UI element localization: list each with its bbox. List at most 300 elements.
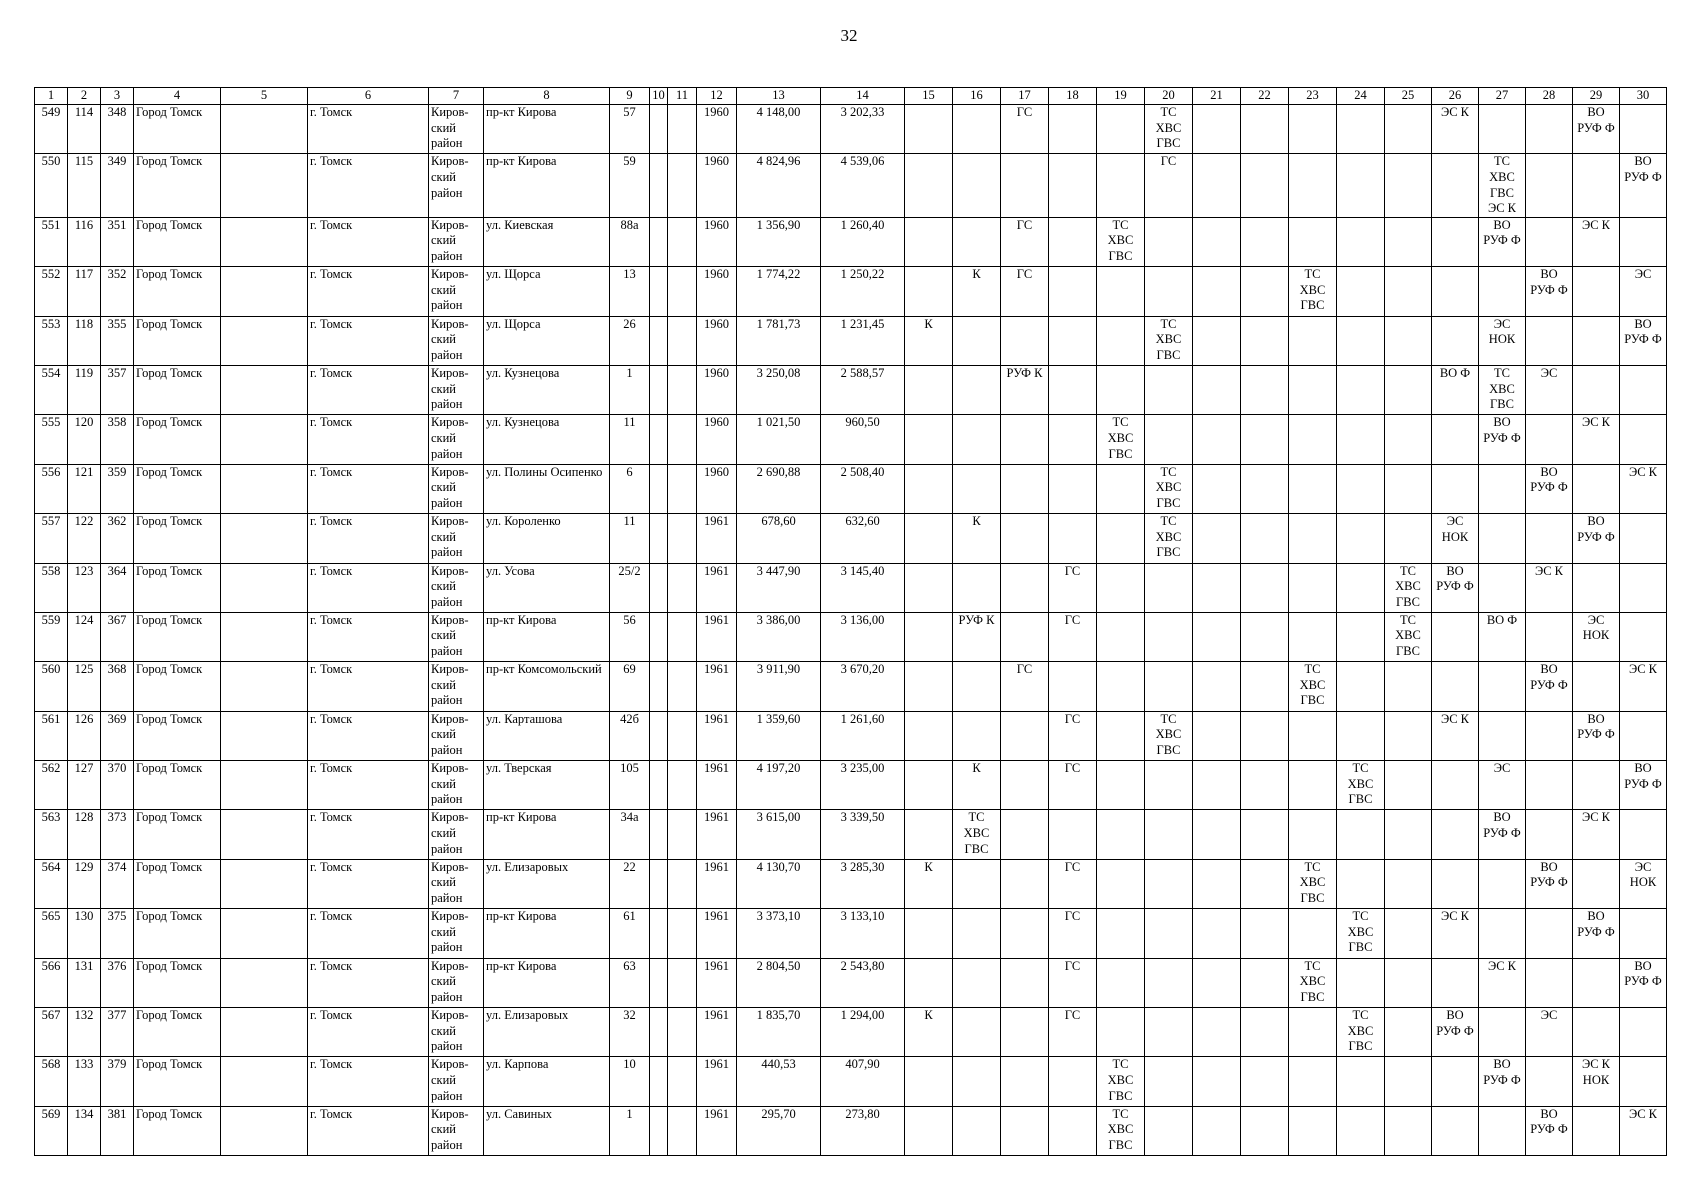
table-cell: К [953,514,1001,563]
table-cell: Город Томск [134,711,221,760]
table-cell [1432,316,1479,365]
table-cell: 554 [35,365,68,414]
table-cell: К [905,316,953,365]
table-cell: ЭС [1479,761,1526,810]
table-cell [1620,514,1667,563]
table-cell: 129 [68,859,101,908]
table-cell [1337,958,1385,1007]
table-cell [650,909,668,958]
table-cell [905,464,953,513]
table-cell [1145,267,1193,316]
table-cell [1145,1057,1193,1106]
table-cell [1097,711,1145,760]
table-cell: ТС ХВС ГВС [1337,909,1385,958]
table-cell: ТС ХВС ГВС [1097,1057,1145,1106]
table-cell: ЭС К НОК [1573,1057,1620,1106]
table-cell: Город Томск [134,267,221,316]
table-cell: 1 260,40 [821,217,905,266]
table-cell: Киров- ский район [429,415,484,464]
table-cell [1001,711,1049,760]
table-cell [1289,415,1337,464]
table-cell [1289,514,1337,563]
table-cell [668,464,697,513]
table-cell [1337,316,1385,365]
table-cell: ГС [1145,154,1193,217]
table-cell [1289,1008,1337,1057]
table-cell: 3 250,08 [737,365,821,414]
table-cell: 105 [610,761,650,810]
table-cell: 1 774,22 [737,267,821,316]
table-cell [1385,810,1432,859]
table-cell: 381 [101,1106,134,1155]
column-number-header: 5 [221,88,308,105]
table-cell: ТС ХВС ГВС [1145,316,1193,365]
column-number-header: 16 [953,88,1001,105]
table-cell [1385,1057,1432,1106]
table-cell [668,909,697,958]
column-number-header: 20 [1145,88,1193,105]
table-cell [221,267,308,316]
table-cell [1385,1106,1432,1155]
table-cell [953,662,1001,711]
table-cell [1385,105,1432,154]
table-cell: 379 [101,1057,134,1106]
table-cell [1432,761,1479,810]
table-cell [1526,316,1573,365]
table-cell: ул. Короленко [484,514,610,563]
table-cell: 1961 [697,859,737,908]
table-row [35,1008,1667,1057]
table-cell [1145,662,1193,711]
table-cell: 1960 [697,267,737,316]
table-row [35,415,1667,464]
table-cell: 13 [610,267,650,316]
table-cell [221,909,308,958]
table-cell [1097,810,1145,859]
table-cell: 42б [610,711,650,760]
table-row [35,563,1667,612]
table-cell: г. Томск [308,1008,429,1057]
table-cell: 368 [101,662,134,711]
table-cell: ул. Елизаровых [484,859,610,908]
table-cell: 10 [610,1057,650,1106]
table-cell: 88а [610,217,650,266]
table-cell: 1 021,50 [737,415,821,464]
table-cell [1573,958,1620,1007]
table-cell [650,415,668,464]
table-cell: пр-кт Кирова [484,810,610,859]
table-cell [1620,1008,1667,1057]
table-cell: 678,60 [737,514,821,563]
table-cell: ГС [1049,958,1097,1007]
table-row [35,105,1667,154]
table-cell: 1961 [697,711,737,760]
table-cell [1193,662,1241,711]
table-cell: 133 [68,1057,101,1106]
table-cell [1337,563,1385,612]
table-cell: ТС ХВС ГВС [1097,415,1145,464]
table-cell: 369 [101,711,134,760]
table-cell: 26 [610,316,650,365]
table-cell: Город Томск [134,612,221,661]
table-cell [1385,415,1432,464]
column-number-header: 19 [1097,88,1145,105]
table-cell [668,958,697,1007]
table-row [35,612,1667,661]
table-cell: 558 [35,563,68,612]
table-cell: ВО Ф [1432,365,1479,414]
table-cell: ул. Тверская [484,761,610,810]
table-cell: 1 356,90 [737,217,821,266]
table-cell: пр-кт Кирова [484,909,610,958]
table-cell [1193,711,1241,760]
table-cell: ГС [1049,612,1097,661]
table-cell [221,154,308,217]
table-cell: 57 [610,105,650,154]
table-cell [1049,267,1097,316]
table-row [35,154,1667,217]
table-cell [668,105,697,154]
table-cell [668,217,697,266]
table-cell: г. Томск [308,761,429,810]
table-cell: 1961 [697,662,737,711]
column-number-header: 3 [101,88,134,105]
table-cell: ул. Полины Осипенко [484,464,610,513]
table-cell: 1961 [697,761,737,810]
table-cell: 11 [610,415,650,464]
table-cell [1385,514,1432,563]
table-cell: 63 [610,958,650,1007]
table-cell: г. Томск [308,316,429,365]
table-cell: ЭС НОК [1573,612,1620,661]
table-cell [1193,1008,1241,1057]
table-cell [1479,267,1526,316]
table-cell [1432,1057,1479,1106]
table-row [35,514,1667,563]
table-cell: ТС ХВС ГВС [1145,711,1193,760]
table-cell: ГС [1049,859,1097,908]
table-row [35,958,1667,1007]
table-cell [1049,1057,1097,1106]
table-cell: 349 [101,154,134,217]
table-cell [1526,711,1573,760]
table-cell: 4 130,70 [737,859,821,908]
table-cell: Город Томск [134,154,221,217]
table-cell: 358 [101,415,134,464]
table-cell: ЭС К [1432,105,1479,154]
table-cell [905,415,953,464]
table-cell [1193,514,1241,563]
table-cell [1241,1106,1289,1155]
table-cell: ЭС К [1620,1106,1667,1155]
table-cell [1001,1008,1049,1057]
table-cell: Киров- ский район [429,267,484,316]
table-row [35,810,1667,859]
table-cell: ЭС [1526,365,1573,414]
table-cell [1385,316,1432,365]
table-cell [1573,365,1620,414]
table-cell [953,1106,1001,1155]
table-cell: ТС ХВС ГВС ЭС К [1479,154,1526,217]
table-cell: г. Томск [308,662,429,711]
table-cell: ЭС НОК [1620,859,1667,908]
table-cell [953,563,1001,612]
table-cell: 555 [35,415,68,464]
table-cell [221,711,308,760]
table-cell [1337,859,1385,908]
table-cell [1289,810,1337,859]
table-cell [650,267,668,316]
table-cell [221,662,308,711]
table-cell [1432,859,1479,908]
table-cell [650,217,668,266]
table-cell: ГС [1001,662,1049,711]
table-cell: ЭС К [1432,711,1479,760]
table-cell: ТС ХВС ГВС [1097,217,1145,266]
table-cell: пр-кт Кирова [484,105,610,154]
table-cell: 367 [101,612,134,661]
table-cell [1573,563,1620,612]
table-cell [1001,810,1049,859]
table-cell [1526,105,1573,154]
table-cell: 295,70 [737,1106,821,1155]
table-row [35,316,1667,365]
table-cell [1241,711,1289,760]
table-cell [668,1057,697,1106]
table-cell: РУФ К [953,612,1001,661]
table-cell: 2 690,88 [737,464,821,513]
table-cell: г. Томск [308,267,429,316]
table-cell: 375 [101,909,134,958]
table-cell: 3 447,90 [737,563,821,612]
table-cell: Город Томск [134,859,221,908]
table-cell: Киров- ский район [429,711,484,760]
table-cell [1097,761,1145,810]
table-cell: 3 202,33 [821,105,905,154]
table-cell [1145,365,1193,414]
table-cell [1241,810,1289,859]
table-cell [1385,267,1432,316]
table-cell: 564 [35,859,68,908]
table-cell: 4 148,00 [737,105,821,154]
table-cell [905,154,953,217]
table-cell [1145,612,1193,661]
table-cell [1097,105,1145,154]
table-cell: 1 [610,365,650,414]
table-cell [221,464,308,513]
table-cell [1337,612,1385,661]
table-cell [1337,365,1385,414]
table-cell: ул. Кузнецова [484,415,610,464]
table-cell [1385,909,1432,958]
table-cell: Город Томск [134,1057,221,1106]
column-number-header: 13 [737,88,821,105]
table-cell [1241,761,1289,810]
table-cell: 1961 [697,909,737,958]
table-cell: 127 [68,761,101,810]
table-cell [1337,464,1385,513]
table-cell [1001,563,1049,612]
table-cell: 359 [101,464,134,513]
table-cell [1432,662,1479,711]
table-cell: 117 [68,267,101,316]
table-cell: 563 [35,810,68,859]
table-cell [1193,316,1241,365]
table-cell [1001,1057,1049,1106]
table-cell: 119 [68,365,101,414]
table-cell [1241,612,1289,661]
table-cell [1432,1106,1479,1155]
table-cell: 374 [101,859,134,908]
table-cell [221,415,308,464]
table-cell [1479,711,1526,760]
table-cell: г. Томск [308,1057,429,1106]
table-cell [953,859,1001,908]
table-cell: 1961 [697,612,737,661]
table-cell [1145,1008,1193,1057]
table-cell [1337,217,1385,266]
table-cell: Город Томск [134,105,221,154]
table-row [35,662,1667,711]
table-cell [1573,154,1620,217]
table-cell: 120 [68,415,101,464]
table-cell: 559 [35,612,68,661]
column-number-header: 26 [1432,88,1479,105]
table-cell [1193,761,1241,810]
table-cell [905,267,953,316]
table-cell [1289,154,1337,217]
table-cell [1385,711,1432,760]
table-cell [1620,563,1667,612]
table-cell [1620,415,1667,464]
table-cell: ВО РУФ Ф [1526,859,1573,908]
table-cell: 376 [101,958,134,1007]
table-cell: 134 [68,1106,101,1155]
table-cell [1432,612,1479,661]
table-cell: г. Томск [308,859,429,908]
table-cell: Киров- ский район [429,859,484,908]
table-cell [1432,464,1479,513]
table-cell: 3 373,10 [737,909,821,958]
table-cell [905,810,953,859]
table-cell [905,1057,953,1106]
table-cell: ул. Щорса [484,316,610,365]
table-cell [650,1057,668,1106]
table-cell: ЭС К [1479,958,1526,1007]
table-cell: ВО РУФ Ф [1526,464,1573,513]
table-cell [1097,1008,1145,1057]
table-cell [668,859,697,908]
table-cell: ЭС К [1526,563,1573,612]
table-cell [1097,662,1145,711]
table-cell: 1960 [697,105,737,154]
table-cell: 118 [68,316,101,365]
table-cell [1001,612,1049,661]
table-cell: ГС [1001,217,1049,266]
table-cell: г. Томск [308,464,429,513]
table-cell: пр-кт Кирова [484,154,610,217]
table-cell: 2 543,80 [821,958,905,1007]
table-cell [1001,958,1049,1007]
table-cell [668,154,697,217]
table-cell: Киров- ский район [429,154,484,217]
table-cell [1289,464,1337,513]
table-cell: 273,80 [821,1106,905,1155]
table-cell: 566 [35,958,68,1007]
table-cell: Киров- ский район [429,761,484,810]
table-cell: 1 250,22 [821,267,905,316]
table-cell [1479,1008,1526,1057]
table-cell: 126 [68,711,101,760]
table-cell: Город Томск [134,365,221,414]
table-cell: Киров- ский район [429,1008,484,1057]
column-number-header: 6 [308,88,429,105]
table-cell: г. Томск [308,909,429,958]
table-cell [1385,761,1432,810]
table-cell: 59 [610,154,650,217]
table-cell: 1 359,60 [737,711,821,760]
table-cell: ТС ХВС ГВС [1145,105,1193,154]
table-cell: 377 [101,1008,134,1057]
table-cell: 352 [101,267,134,316]
table-cell [221,1057,308,1106]
table-cell: 1 [610,1106,650,1155]
table-cell [1573,1008,1620,1057]
table-cell [1526,761,1573,810]
table-cell [668,612,697,661]
column-number-header: 24 [1337,88,1385,105]
table-cell [1049,464,1097,513]
table-cell [650,1008,668,1057]
table-cell: ТС ХВС ГВС [1479,365,1526,414]
table-cell [1145,810,1193,859]
table-cell: 1961 [697,1106,737,1155]
table-cell: 1960 [697,464,737,513]
column-number-header: 30 [1620,88,1667,105]
table-cell [905,1106,953,1155]
table-cell [668,415,697,464]
table-cell: ВО Ф [1479,612,1526,661]
table-cell [1193,563,1241,612]
table-cell [1241,415,1289,464]
table-cell: 1960 [697,415,737,464]
table-cell: Город Томск [134,563,221,612]
table-cell [1193,154,1241,217]
table-cell: 1 261,60 [821,711,905,760]
table-cell: 25/2 [610,563,650,612]
table-cell: г. Томск [308,514,429,563]
table-cell: 56 [610,612,650,661]
column-number-header: 11 [668,88,697,105]
table-cell [1432,154,1479,217]
table-cell: ЭС [1620,267,1667,316]
table-cell [1573,1106,1620,1155]
table-cell [953,958,1001,1007]
table-row [35,1106,1667,1155]
table-cell: Город Томск [134,316,221,365]
table-cell: РУФ К [1001,365,1049,414]
table-cell: ВО РУФ Ф [1573,105,1620,154]
table-cell: ТС ХВС ГВС [1097,1106,1145,1155]
housing-register-table [34,87,1667,1156]
table-row [35,711,1667,760]
table-cell [1049,105,1097,154]
table-cell: г. Томск [308,563,429,612]
table-cell: 562 [35,761,68,810]
table-cell: г. Томск [308,958,429,1007]
table-cell [1097,365,1145,414]
table-cell [1479,563,1526,612]
